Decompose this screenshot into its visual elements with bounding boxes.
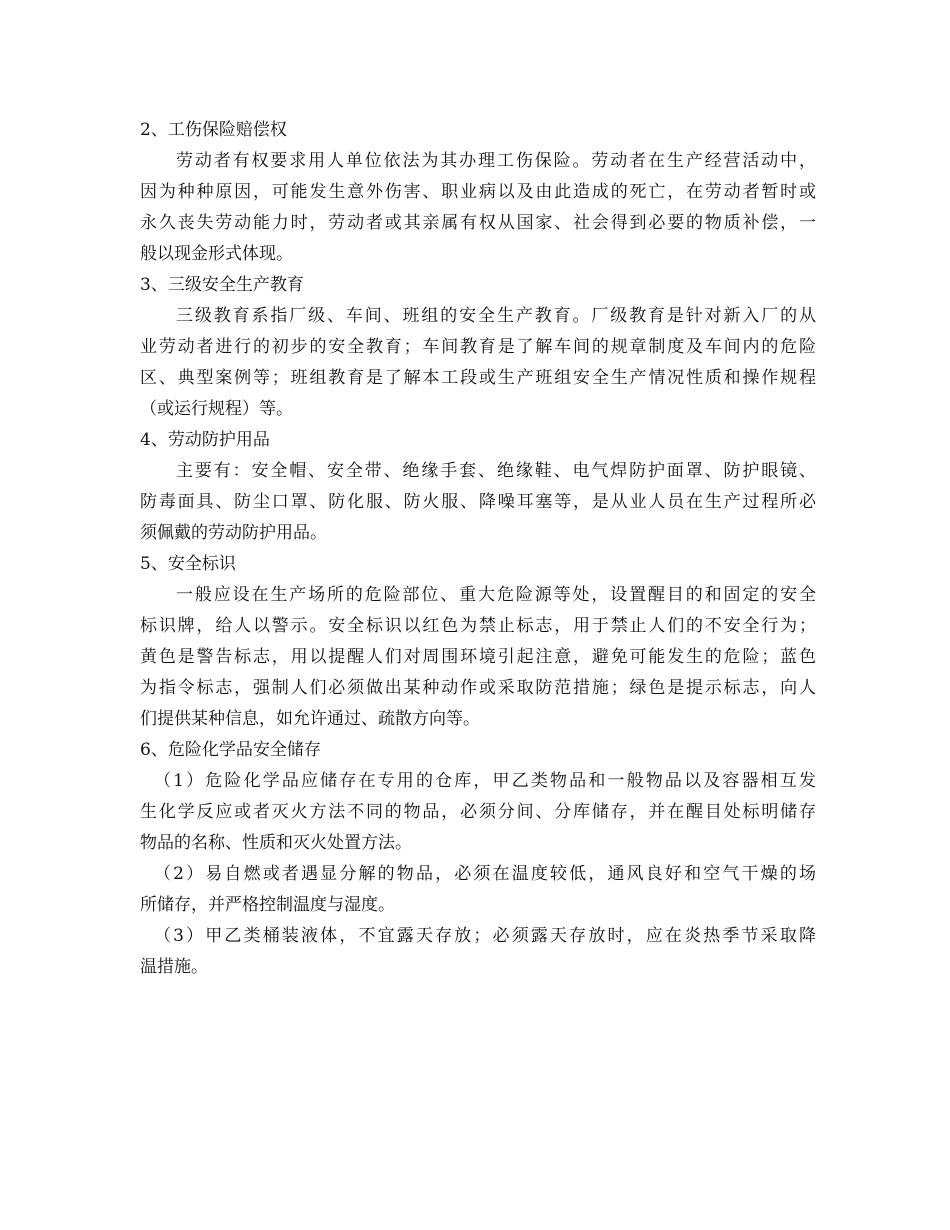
section-paragraph [140,146,816,270]
paragraph-line: 劳动者有权要求用人单位依法为其办理工伤保险。劳动者在生产经营活动中， [176,151,816,171]
section-paragraph [140,580,816,735]
section-heading: 5、安全标识 [140,554,236,574]
paragraph-line: 一般应设在生产场所的危险部位、重大危险源等处，设置醒目的和固定的安全 [176,585,816,605]
section-heading: 6、危险化学品安全储存 [140,740,321,760]
paragraph-line: 防毒面具、防尘口罩、防化服、防火服、降噪耳塞等，是从业人员在生产过程所必 [140,492,816,512]
section-paragraph-item-2 [140,859,816,921]
paragraph-line: 区、典型案例等；班组教育是了解本工段或生产班组安全生产情况性质和操作规程 [140,368,816,388]
paragraph-line: 生化学反应或者灭火方法不同的物品，必须分间、分库储存，并在醒目处标明储存 [140,802,816,822]
paragraph-line: （2）易自燃或者遇显分解的物品，必须在温度较低，通风良好和空气干燥的场 [154,864,816,884]
section-work-injury-insurance [140,115,816,270]
section-heading: 3、三级安全生产教育 [140,275,304,295]
section-heading: 4、劳动防护用品 [140,430,270,450]
section-hazardous-chemicals-storage [140,735,816,983]
section-three-level-education [140,270,816,425]
section-heading: 2、工伤保险赔偿权 [140,120,287,140]
paragraph-line: 业劳动者进行的初步的安全教育；车间教育是了解车间的规章制度及车间内的危险 [140,337,816,357]
paragraph-line: 须佩戴的劳动防护用品。 [140,523,327,543]
paragraph-line: 黄色是警告标志，用以提醒人们对周围环境引起注意，避免可能发生的危险；蓝色 [140,647,816,667]
section-safety-signs [140,549,816,735]
paragraph-line: （3）甲乙类桶装液体，不宜露天存放；必须露天存放时，应在炎热季节采取降 [154,926,816,946]
section-paragraph-item-3 [140,921,816,983]
paragraph-line: 主要有：安全帽、安全带、绝缘手套、绝缘鞋、电气焊防护面罩、防护眼镜、 [176,461,816,481]
paragraph-line: 三级教育系指厂级、车间、班组的安全生产教育。厂级教育是针对新入厂的从 [176,306,816,326]
paragraph-line: 永久丧失劳动能力时，劳动者或其亲属有权从国家、社会得到必要的物质补偿，一 [140,213,816,233]
paragraph-line: 温措施。 [140,957,208,977]
paragraph-line: 般以现金形式体现。 [140,244,293,264]
section-paragraph [140,456,816,549]
section-protective-equipment [140,425,816,549]
paragraph-line: 们提供某种信息，如允许通过、疏散方向等。 [140,709,480,729]
paragraph-line: 标识牌，给人以警示。安全标识以红色为禁止标志，用于禁止人们的不安全行为； [140,616,816,636]
paragraph-line: 物品的名称、性质和灭火处置方法。 [140,833,412,853]
paragraph-line: （1）危险化学品应储存在专用的仓库，甲乙类物品和一般物品以及容器相互发 [154,771,816,791]
paragraph-line: 为指令标志，强制人们必须做出某种动作或采取防范措施；绿色是提示标志，向人 [140,678,816,698]
section-paragraph [140,301,816,425]
document-page [140,115,816,983]
section-paragraph-item-1 [140,766,816,859]
paragraph-line: （或运行规程）等。 [140,399,293,419]
paragraph-line: 所储存，并严格控制温度与湿度。 [140,895,395,915]
paragraph-line: 因为种种原因，可能发生意外伤害、职业病以及由此造成的死亡，在劳动者暂时或 [140,182,816,202]
